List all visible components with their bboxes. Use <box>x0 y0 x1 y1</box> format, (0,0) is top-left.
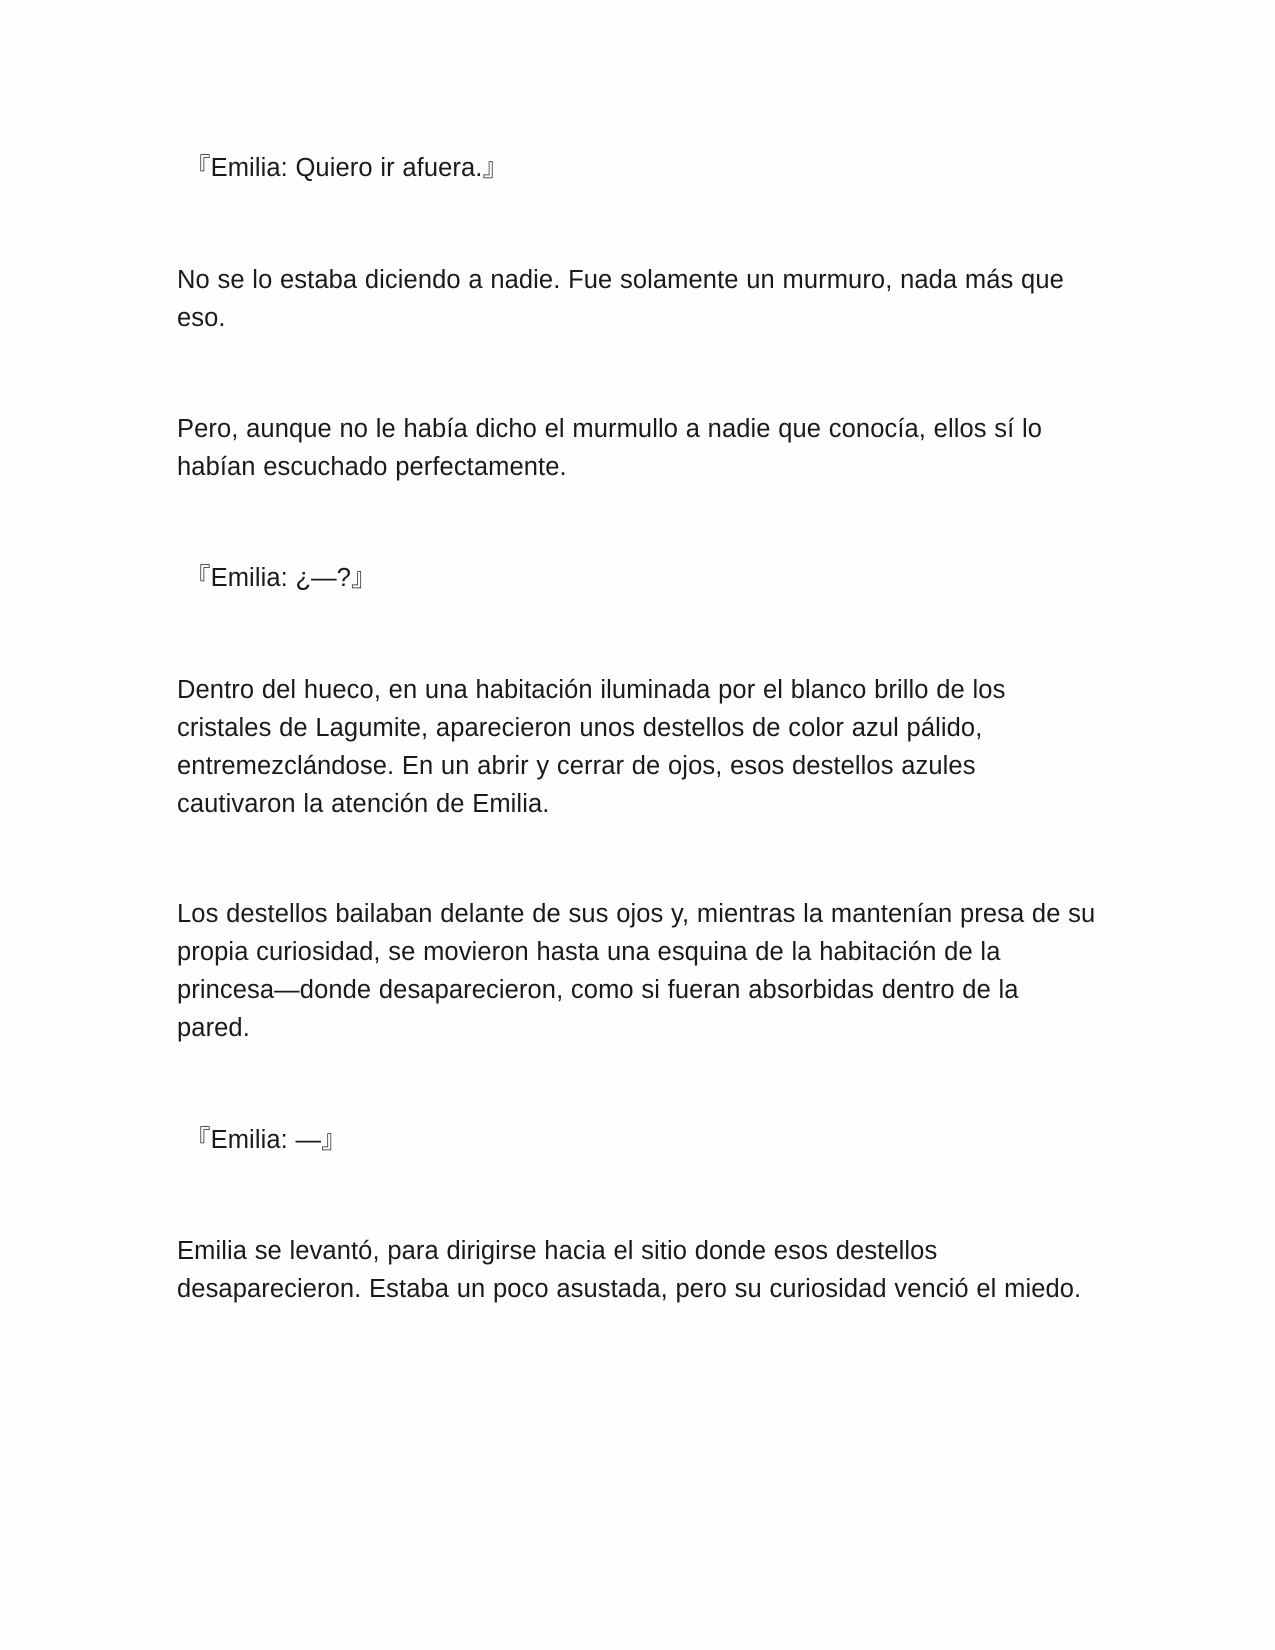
dialogue-line: 『Emilia: —』 <box>185 1126 347 1154</box>
dialogue-line: 『Emilia: Quiero ir afuera.』 <box>185 154 509 182</box>
narrative-paragraph: Dentro del hueco, en una habitación iluminada por el blanco brillo de los cristales de Lagumite, aparecieron unos destellos de color azul pálido, entremezclándose. En un abrir y cerrar de ojos, esos destellos azules cautivaron la atención de Emilia. <box>177 676 1006 818</box>
narrative-paragraph: Emilia se levantó, para dirigirse hacia el sitio donde esos destellos desaparecieron. Estaba un poco asustada, pero su curiosidad venció el miedo. <box>177 1237 1082 1303</box>
narrative-paragraph: No se lo estaba diciendo a nadie. Fue solamente un murmuro, nada más que eso. <box>177 266 1064 332</box>
narrative-paragraph: Los destellos bailaban delante de sus ojos y, mientras la mantenían presa de su propia curiosidad, se movieron hasta una esquina de la habitación de la princesa—donde desaparecieron, como si fueran absorbidas dentro de la pared. <box>177 900 1096 1042</box>
dialogue-line: 『Emilia: ¿—?』 <box>185 564 377 592</box>
narrative-paragraph: Pero, aunque no le había dicho el murmullo a nadie que conocía, ellos sí lo habían escuchado perfectamente. <box>177 415 1043 481</box>
